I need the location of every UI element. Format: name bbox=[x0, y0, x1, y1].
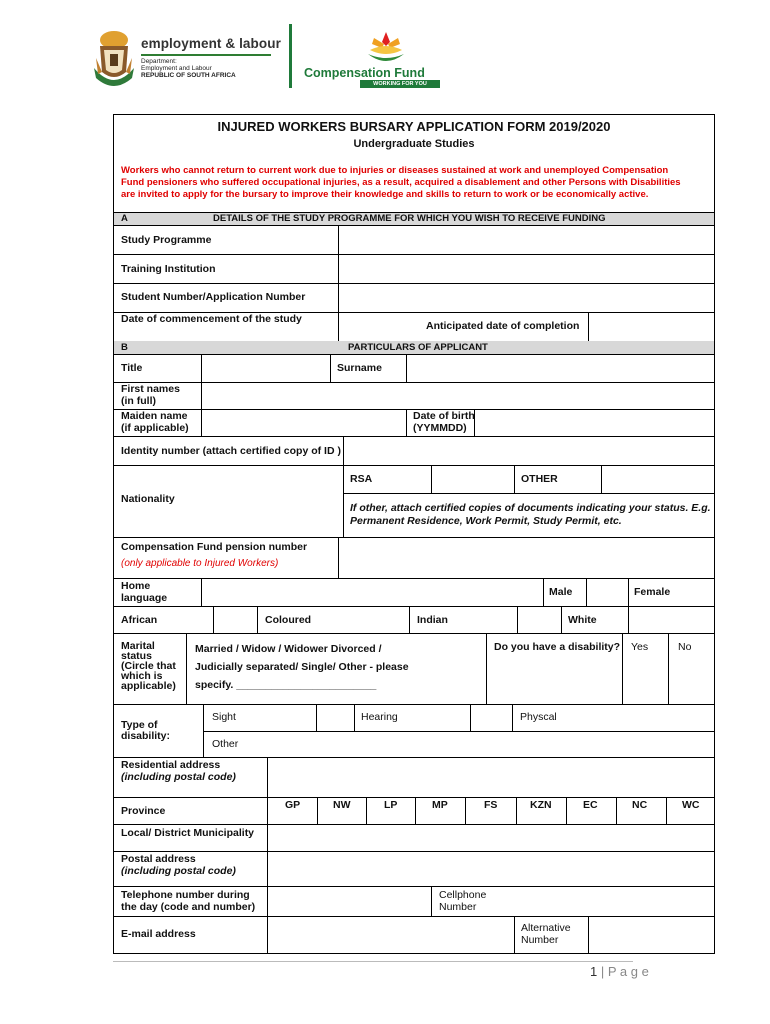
disability-question-label: Do you have a disability? bbox=[494, 641, 621, 653]
race-coloured-checkbox[interactable] bbox=[336, 607, 409, 633]
nationality-rsa-option: RSA bbox=[350, 473, 373, 485]
postal-address-sub-label: (including postal code) bbox=[121, 865, 236, 877]
date-of-birth-label: Date of birth bbox=[413, 410, 475, 422]
nationality-label: Nationality bbox=[121, 493, 175, 505]
nationality-rsa-checkbox[interactable] bbox=[432, 466, 514, 493]
type-of-disability-sub-label: disability: bbox=[121, 730, 171, 742]
compensation-fund-flower-icon bbox=[366, 28, 406, 64]
dept-name: Employment and Labour bbox=[141, 65, 212, 72]
alternative-number-label: Alternative bbox=[521, 922, 571, 934]
dept-country: REPUBLIC OF SOUTH AFRICA bbox=[141, 72, 236, 79]
maiden-name-sub-label: (if applicable) bbox=[121, 422, 189, 434]
province-lp-option[interactable]: LP bbox=[384, 799, 398, 811]
telephone-label: Telephone number during bbox=[121, 889, 250, 901]
intro-text-line-1: Workers who cannot return to current work due to injuries or diseases sustained at work and unemployed Compensation bbox=[121, 165, 669, 176]
date-of-birth-format-label: (YYMMDD) bbox=[413, 422, 467, 434]
alternative-number-input[interactable] bbox=[589, 917, 713, 953]
home-language-sub-label: language bbox=[121, 592, 168, 604]
home-language-label: Home bbox=[121, 580, 151, 592]
province-wc-option[interactable]: WC bbox=[682, 799, 700, 811]
section-a-letter: A bbox=[121, 213, 128, 224]
title-label: Title bbox=[121, 362, 143, 374]
race-white-checkbox[interactable] bbox=[629, 607, 713, 633]
section-a-heading: DETAILS OF THE STUDY PROGRAMME FOR WHICH YOU WISH TO RECEIVE FUNDING bbox=[213, 213, 606, 224]
disability-hearing-option: Hearing bbox=[361, 711, 398, 723]
section-b-letter: B bbox=[121, 342, 128, 353]
surname-label: Surname bbox=[337, 362, 382, 374]
date-of-birth-input[interactable] bbox=[475, 410, 713, 436]
cellphone-input[interactable] bbox=[520, 887, 713, 916]
type-of-disability-label: Type of bbox=[121, 719, 158, 731]
compensation-fund-tagline: WORKING FOR YOU bbox=[360, 80, 440, 88]
residential-address-input[interactable] bbox=[268, 758, 713, 797]
dept-label: Department: bbox=[141, 58, 177, 65]
marital-status-label-2: status bbox=[121, 650, 152, 662]
postal-address-input[interactable] bbox=[268, 852, 713, 886]
coat-of-arms-logo bbox=[92, 28, 136, 90]
surname-input[interactable] bbox=[407, 355, 713, 382]
student-number-input[interactable] bbox=[339, 284, 713, 312]
nationality-other-checkbox[interactable] bbox=[602, 466, 713, 493]
race-indian-checkbox[interactable] bbox=[518, 607, 561, 633]
first-names-input[interactable] bbox=[202, 383, 713, 409]
residential-address-label: Residential address bbox=[121, 759, 221, 771]
disability-sight-checkbox[interactable] bbox=[317, 705, 354, 731]
identity-number-label: Identity number (attach certified copy of ID ) bbox=[121, 445, 341, 457]
training-institution-label: Training Institution bbox=[121, 263, 216, 275]
study-programme-input[interactable] bbox=[339, 226, 713, 254]
pension-number-note: (only applicable to Injured Workers) bbox=[121, 558, 279, 569]
province-gp-option[interactable]: GP bbox=[285, 799, 301, 811]
student-number-label: Student Number/Application Number bbox=[121, 291, 306, 303]
page-number-value: 1 bbox=[590, 964, 598, 979]
first-names-label: First names bbox=[121, 383, 180, 395]
nationality-other-note-line-2: Permanent Residence, Work Permit, Study Permit, etc. bbox=[350, 515, 622, 527]
marital-options-line-3[interactable]: specify. ________________________ bbox=[195, 679, 377, 691]
province-mp-option[interactable]: MP bbox=[432, 799, 448, 811]
page-number bbox=[590, 966, 649, 978]
training-institution-input[interactable] bbox=[339, 255, 713, 283]
completion-date-label: Anticipated date of completion bbox=[426, 320, 580, 332]
race-african-option: African bbox=[121, 614, 158, 626]
marital-status-label-5: applicable) bbox=[121, 680, 176, 692]
province-nw-option[interactable]: NW bbox=[333, 799, 351, 811]
race-indian-option: Indian bbox=[417, 614, 448, 626]
intro-text-line-3: are invited to apply for the bursary to improve their knowledge and skills to return to work or be economically active. bbox=[121, 189, 649, 200]
race-african-checkbox[interactable] bbox=[214, 607, 257, 633]
marital-options-line-2[interactable]: Judicially separated/ Single/ Other - please bbox=[195, 661, 409, 673]
footer-rule bbox=[113, 961, 633, 962]
postal-address-label: Postal address bbox=[121, 853, 196, 865]
identity-number-input[interactable] bbox=[344, 437, 713, 465]
compensation-fund-name: Compensation Fund bbox=[304, 66, 425, 80]
disability-yes-option[interactable]: Yes bbox=[631, 641, 649, 653]
nationality-other-option: OTHER bbox=[521, 473, 558, 485]
page-number-label: | P a g e bbox=[600, 964, 649, 979]
telephone-input[interactable] bbox=[268, 887, 431, 916]
pension-number-input[interactable] bbox=[339, 538, 713, 578]
province-fs-option[interactable]: FS bbox=[484, 799, 498, 811]
completion-date-input[interactable] bbox=[589, 313, 713, 341]
disability-sight-option: Sight bbox=[212, 711, 236, 723]
pension-number-label: Compensation Fund pension number bbox=[121, 541, 308, 553]
commencement-date-label: Date of commencement of the study bbox=[121, 313, 302, 325]
province-nc-option[interactable]: NC bbox=[632, 799, 648, 811]
cellphone-sub-label: Number bbox=[439, 901, 477, 913]
municipality-label: Local/ District Municipality bbox=[121, 827, 255, 839]
home-language-input[interactable] bbox=[202, 579, 543, 606]
maiden-name-input[interactable] bbox=[202, 410, 406, 436]
email-input[interactable] bbox=[268, 917, 514, 953]
race-white-option: White bbox=[568, 614, 597, 626]
marital-options-line-1[interactable]: Married / Widow / Widower Divorced / bbox=[195, 643, 382, 655]
header-divider bbox=[289, 24, 292, 88]
marital-status-label-1: Marital bbox=[121, 640, 155, 652]
title-input[interactable] bbox=[202, 355, 330, 382]
marital-status-label-3: (Circle that bbox=[121, 660, 176, 672]
disability-no-option[interactable]: No bbox=[678, 641, 692, 653]
gender-male-checkbox[interactable] bbox=[587, 579, 628, 606]
race-coloured-option: Coloured bbox=[265, 614, 312, 626]
intro-text-line-2: Fund pensioners who suffered occupational injuries, as a result, acquired a disablement and other Persons with Disabilities bbox=[121, 177, 681, 188]
first-names-sub-label: (in full) bbox=[121, 395, 156, 407]
residential-address-sub-label: (including postal code) bbox=[121, 771, 236, 783]
email-label: E-mail address bbox=[121, 928, 196, 940]
form-subtitle: Undergraduate Studies bbox=[353, 138, 475, 150]
marital-status-label-4: which is bbox=[121, 670, 163, 682]
study-programme-label: Study Programme bbox=[121, 234, 212, 246]
alternative-number-sub-label: Number bbox=[521, 934, 559, 946]
disability-physical-option: Physcal bbox=[520, 711, 557, 723]
disability-other-option: Other bbox=[212, 738, 239, 750]
province-kzn-option[interactable]: KZN bbox=[530, 799, 552, 811]
gender-female-option: Female bbox=[634, 586, 671, 598]
disability-hearing-checkbox[interactable] bbox=[471, 705, 512, 731]
telephone-sub-label: the day (code and number) bbox=[121, 901, 256, 913]
gender-male-option: Male bbox=[549, 586, 573, 598]
province-label: Province bbox=[121, 805, 166, 817]
disability-other-input[interactable] bbox=[250, 732, 713, 757]
section-b-heading: PARTICULARS OF APPLICANT bbox=[348, 342, 488, 353]
province-ec-option[interactable]: EC bbox=[583, 799, 598, 811]
form-title: INJURED WORKERS BURSARY APPLICATION FORM 2019/2020 bbox=[217, 119, 611, 134]
municipality-input[interactable] bbox=[268, 825, 713, 851]
cellphone-label: Cellphone bbox=[439, 889, 487, 901]
dept-brand-name: employment & labour bbox=[141, 36, 281, 51]
nationality-other-note-line-1: If other, attach certified copies of documents indicating your status. E.g. bbox=[350, 502, 711, 514]
dept-brand-rule bbox=[141, 54, 271, 56]
maiden-name-label: Maiden name bbox=[121, 410, 188, 422]
